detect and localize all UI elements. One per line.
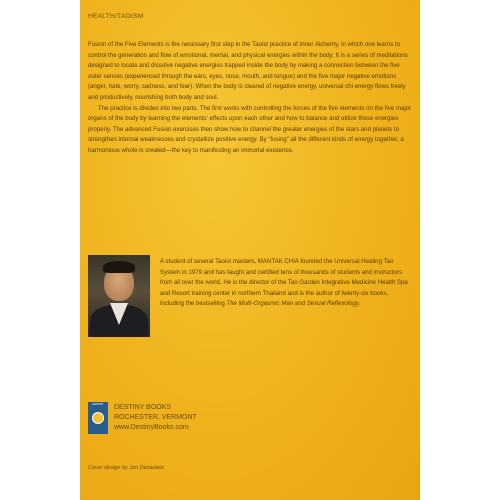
publisher-location: ROCHESTER, VERMONT xyxy=(114,414,197,421)
book-back-cover xyxy=(80,0,420,500)
description-paragraph-2: The practice is divided into two parts. The first works with controlling the forces of the five elements on the five major organs of the body by learning the elements' effects upon each other and how to balance and utilize these energies properly. The advanced Fusion exercises then show how to channel the greater energies of the stars and planets to strengthen internal weaknesses and crystallize positive energy. By “fusing” all the different kinds of energy together, a harmonious whole is created—the key to manifesting an immortal existence. xyxy=(88,104,412,154)
author-bio-end: . xyxy=(358,300,361,308)
author-bio-and: and xyxy=(293,300,307,308)
publisher-url: www.DestinyBooks.com xyxy=(114,424,189,431)
book-title-1: The Multi-Orgasmic Man xyxy=(226,300,294,308)
author-photo-hair xyxy=(103,261,135,273)
description-text xyxy=(88,40,412,157)
book-title-2: Sexual Reflexology xyxy=(306,300,359,308)
description-paragraph-1: Fusion of the Five Elements is the necessary first step in the Taoist practice of Inner Alchemy, in which one learns to control the generation and flow of emotional, mental, and physical energies within the body. It is a series of meditations designed to locate and dissolve negative energies trapped inside the body by making a connection between the five outer senses (experienced through the ears, eyes, nose, mouth, and tongue) and the five major negative emotions (anger, hate, worry, sadness, and fear). When the body is cleared of negative energy, universal chi energy flows freely and productively, nourishing both body and soul. xyxy=(88,41,408,101)
category-label: HEALTH/TAOISM xyxy=(88,13,144,20)
cover-design-credit: Cover design by Jon Desautels xyxy=(88,465,165,471)
publisher-info xyxy=(114,403,197,433)
author-bio xyxy=(160,257,410,310)
publisher-name: DESTINY BOOKS xyxy=(114,404,172,411)
sun-icon xyxy=(92,412,104,424)
author-bio-text: A student of several Taoist masters, MANTAK CHIA founded the Universal Healing Tao System in 1979 and has taught and certified tens of thousands of students and instructors from all over the world. He is the director of the Tao Garden Integrative Medicine Health Spa and Resort training center in northern Thailand and is the author of twenty-six books, including the bestselling xyxy=(160,258,408,308)
logo-text: DESTINY xyxy=(92,403,104,406)
publisher-logo-icon xyxy=(88,402,108,434)
author-photo xyxy=(88,255,150,337)
